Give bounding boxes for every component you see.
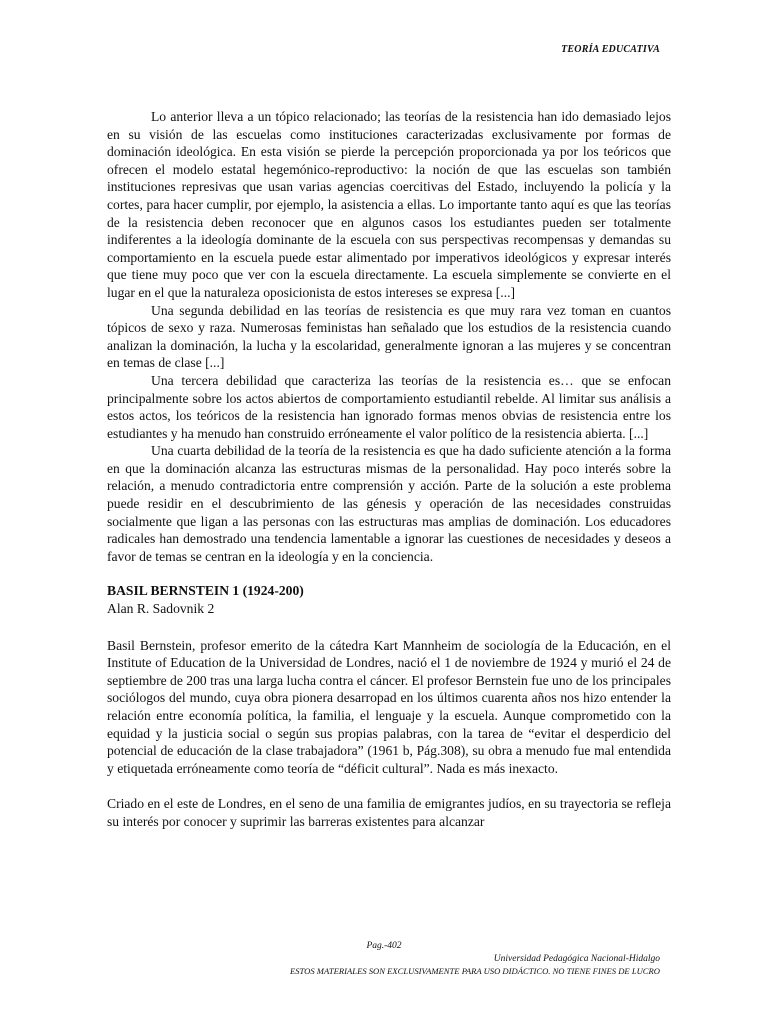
paragraph: Una segunda debilidad en las teorías de resistencia es que muy rara vez toman en cuantos tópicos de sexo y raza. Numerosas feministas han señalado que los estudios de la resistencia cuando analizan la dominación, la lucha y la escolaridad, generalmente ignoran a las mujeres y se concentran en temas de clase [...] [107, 302, 671, 371]
section-author: Alan R. Sadovnik 2 [107, 601, 215, 617]
paragraph: Criado en el este de Londres, en el seno de una familia de emigrantes judíos, en su trayectoria se refleja su interés por conocer y suprimir las barreras existentes para alcanzar [107, 796, 671, 829]
footer-notice: ESTOS MATERIALES SON EXCLUSIVAMENTE PARA USO DIDÁCTICO. NO TIENE FINES DE LUCRO [289, 966, 660, 976]
paragraph: Una cuarta debilidad de la teoría de la resistencia es que ha dado suficiente atención a la forma en que la dominación alcanza las estructuras mismas de la personalidad. Hay poco interés sobre la relación, a menudo contradictoria entre comprensión y acción. Parte de la solución a este problema puede residir en el descubrimiento de las génesis y operación de las necesidades construidas socialmente que ligan a las personas con las estructuras mas amplias de dominación. Los educadores radicales han demostrado una tendencia lamentable a ignorar las cuestiones de necesidades y deseos a favor de temas se centran en la ideología y en la conciencia. [107, 443, 671, 564]
section-heading: BASIL BERNSTEIN 1 (1924-200) [107, 583, 304, 599]
document-body [107, 108, 671, 831]
paragraph: Lo anterior lleva a un tópico relacionado; las teorías de la resistencia han ido demasiado lejos en su visión de las escuelas como instituciones caracterizadas exclusivamente por formas de dominación ideológica. En esta visión se pierde la percepción proporcionada ya por los teóricos que ofrecen el modelo estatal hegemónico-reproductivo: la noción de que las escuelas son también instituciones represivas que usan varias agencias coercitivas del Estado, incluyendo la policía y la cortes, para hacer cumplir, por ejemplo, la asistencia a ellas. Lo importante tanto aquí es que las teorías de la resistencia deben reconocer que en algunos casos los estudiantes pueden ser totalmente indiferentes a la ideología dominante de la escuela con sus perspectivas recompensas y demandas su comportamiento en la escuela puede estar alimentado por imperativos ideológicos y expresar interés que tiene muy poco que ver con la escuela directamente. La escuela simplemente se convierte en el lugar en el que la naturaleza oposicionista de estos intereses se expresa [...] [107, 109, 671, 300]
footer-institution: Universidad Pedagógica Nacional-Hidalgo [493, 954, 660, 964]
paragraph: Una tercera debilidad que caracteriza las teorías de la resistencia es… que se enfocan principalmente sobre los actos abiertos de comportamiento estudiantil rebelde. Al limitar sus análisis a estos actos, los teóricos de la resistencia han ignorado formas menos obvias de resistencia entre los estudiantes y ha menudo han construido erróneamente el valor político de la resistencia abierta. [...] [107, 372, 671, 441]
page-number: Pag.-402 [366, 941, 402, 951]
paragraph: Basil Bernstein, profesor emerito de la cátedra Kart Mannheim de sociología de la Educación, en el Institute of Education de la Universidad de Londres, nació el 1 de noviembre de 1924 y murió el 24 de septiembre de 200 tras una larga lucha contra el cáncer. El profesor Bernstein fue uno de los principales sociólogos del mundo, cuya obra pionera desarropad en los últimos cuarenta años nos hizo entender la relación entre economía política, la familia, el lenguaje y la escuela. Aunque comprometido con la equidad y la justicia social o según sus propias palabras, con la tarea de “evitar el desperdicio del potencial de educación de la clase trabajadora” (1961 b, Pág.308), su obra a menudo fue mal entendida y etiquetada erróneamente como teoría de “déficit cultural”. Nada es más inexacto. [107, 637, 671, 776]
running-title: TEORÍA EDUCATIVA [561, 44, 660, 55]
